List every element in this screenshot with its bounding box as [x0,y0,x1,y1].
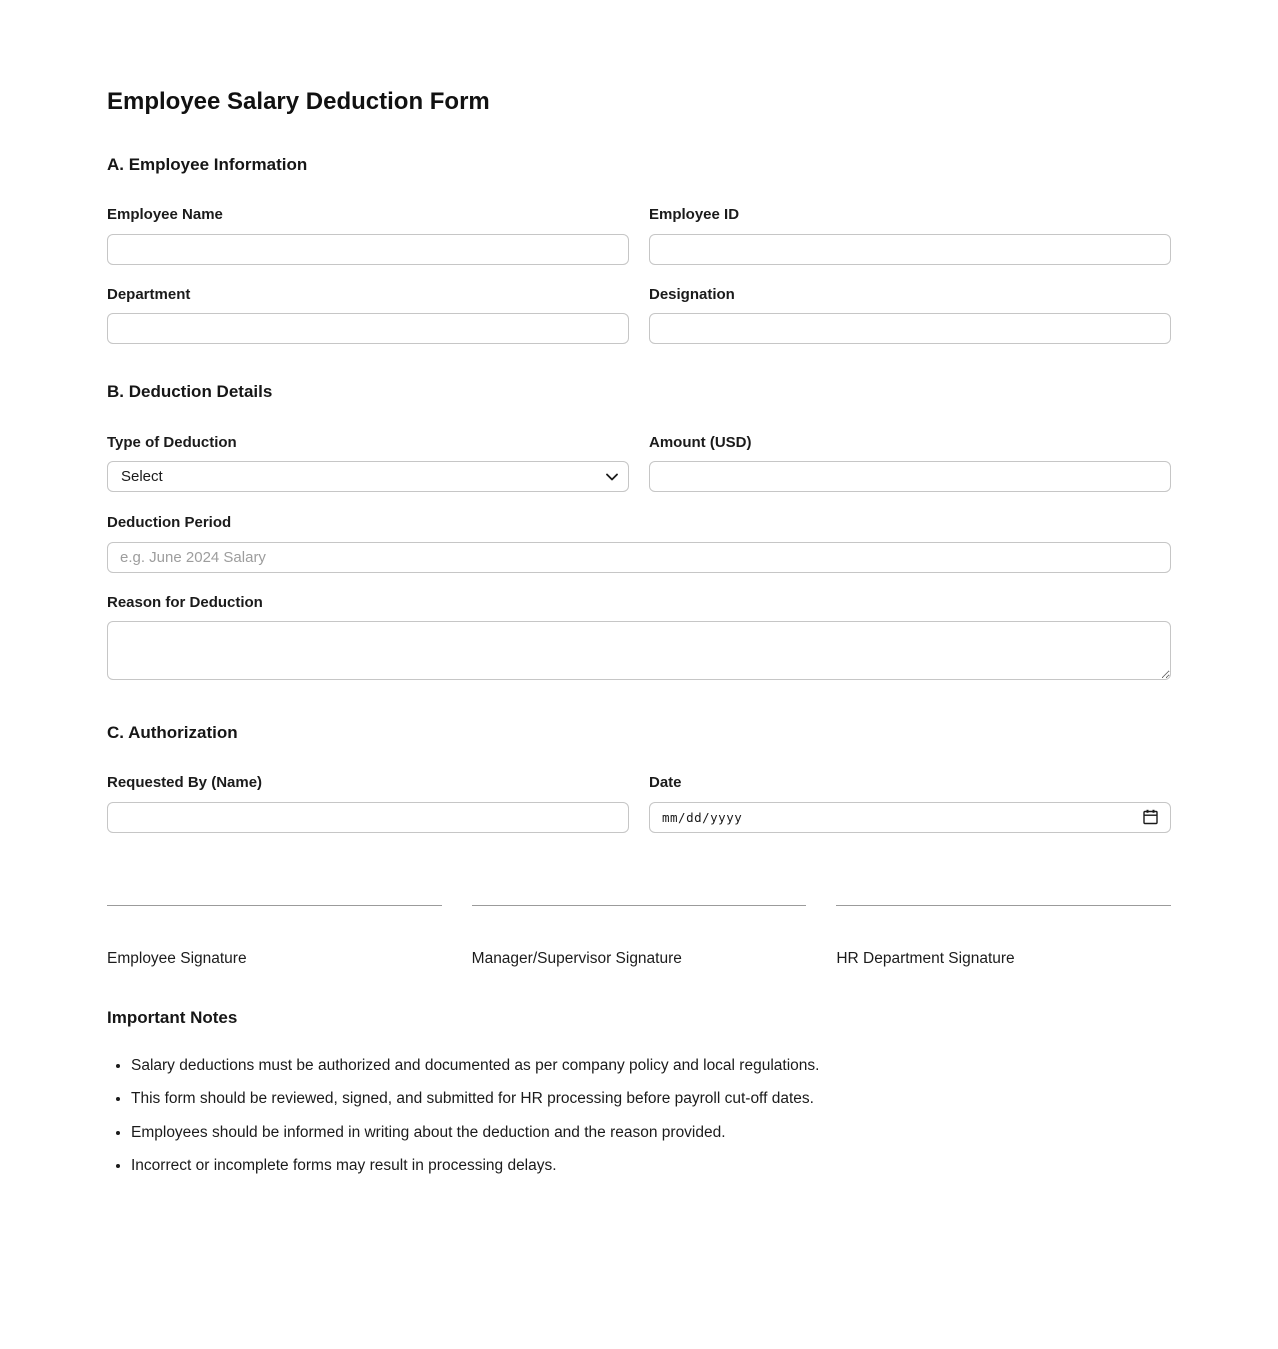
department-field [107,287,629,345]
note-item: • Employees should be informed in writing about the deduction and the reason provided. [131,1123,1171,1142]
page-title: Employee Salary Deduction Form [107,88,490,115]
section-heading-employee-information: A. Employee Information [107,154,308,174]
form-page [107,0,1171,1349]
type-of-deduction-label: Type of Deduction [107,433,237,451]
note-item: • Salary deductions must be authorized and documented as per company policy and local regulations. [131,1056,1171,1075]
hr-signature-block [836,905,1171,968]
requested-by-input[interactable] [107,802,629,833]
employee-signature-block [107,905,442,968]
reason-for-deduction-field [107,595,1171,686]
department-label: Department [107,285,191,303]
employee-signature-line [107,905,442,906]
manager-signature-block [472,905,807,968]
employee-name-label: Employee Name [107,206,223,224]
deduction-period-input[interactable] [107,542,1171,573]
section-heading-deduction-details: B. Deduction Details [107,382,273,402]
manager-signature-line [472,905,807,906]
type-of-deduction-select-wrap [107,461,629,492]
employee-id-field [649,207,1171,265]
date-label: Date [649,774,682,792]
designation-label: Designation [649,285,735,303]
note-item: • Incorrect or incomplete forms may result in processing delays. [131,1156,1171,1175]
reason-for-deduction-label: Reason for Deduction [107,593,263,611]
employee-name-input[interactable] [107,234,629,265]
notes-list [107,1056,1171,1176]
requested-by-field [107,775,629,833]
type-of-deduction-select[interactable] [107,461,629,492]
date-field [649,775,1171,833]
signature-row [107,905,1171,968]
section-heading-authorization: C. Authorization [107,723,238,743]
employee-id-input[interactable] [649,234,1171,265]
reason-for-deduction-textarea[interactable] [107,621,1171,680]
requested-by-label: Requested By (Name) [107,774,263,792]
type-of-deduction-field [107,435,629,493]
deduction-period-label: Deduction Period [107,514,232,532]
date-placeholder-text: mm/dd/yyyy [662,809,743,825]
amount-label: Amount (USD) [649,433,752,451]
calendar-icon[interactable] [1143,809,1158,825]
authorization-grid [107,775,1171,833]
manager-signature-label: Manager/Supervisor Signature [471,949,682,967]
notes-heading: Important Notes [107,1007,238,1027]
hr-signature-line [836,905,1171,906]
amount-input[interactable] [649,461,1171,492]
note-item: • This form should be reviewed, signed, and submitted for HR processing before payroll cut-off dates. [131,1089,1171,1108]
hr-signature-label: HR Department Signature [836,949,1015,967]
deduction-details-grid [107,435,1171,493]
department-input[interactable] [107,313,629,344]
employee-signature-label: Employee Signature [107,949,247,967]
deduction-period-field [107,515,1171,573]
designation-input[interactable] [649,313,1171,344]
employee-id-label: Employee ID [649,206,740,224]
employee-info-grid [107,207,1171,344]
date-input[interactable] [649,802,1171,833]
employee-name-field [107,207,629,265]
designation-field [649,287,1171,345]
amount-field [649,435,1171,493]
